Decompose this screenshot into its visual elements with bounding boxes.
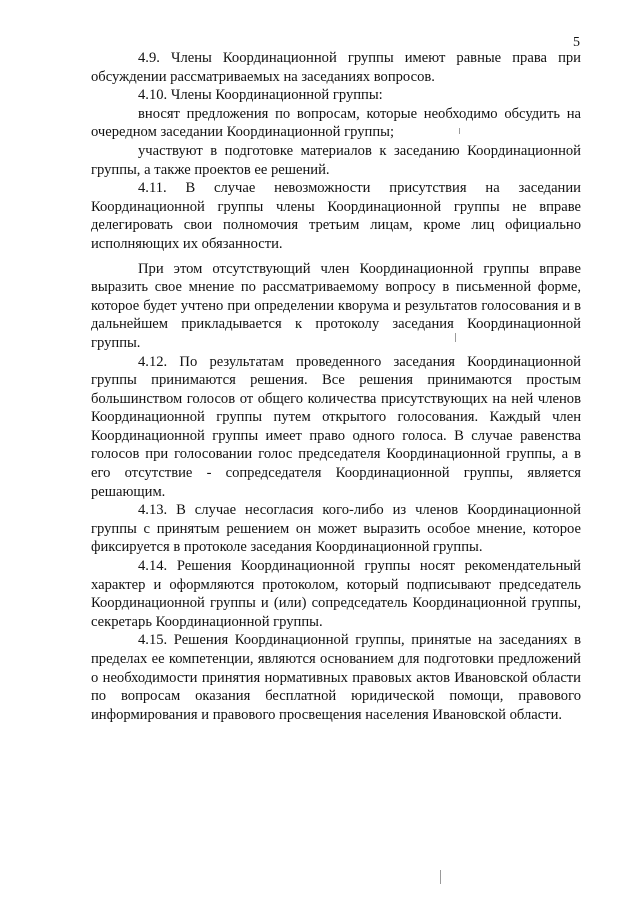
scan-speck	[455, 333, 456, 342]
document-body	[91, 49, 581, 724]
paragraph-4-10: 4.10. Члены Координационной группы:	[138, 87, 383, 104]
page-number: 5	[573, 35, 580, 50]
paragraph-4-12: 4.12. По результатам проведенного заседания Координационной группы принимаются решения. Все решения принимаются простым большинством голосов от общего количества присутствующих на ней членов Координационной группы путем открытого голосования. Каждый член Координационной группы имеет право одного голоса. В случае равенства голосов при голосовании голос председателя Координационной группы, а в его отсутствие - сопредседателя Координационной группы, является решающим.	[91, 353, 581, 500]
scan-speck	[440, 870, 441, 884]
paragraph-4-15: 4.15. Решения Координационной группы, принятые на заседаниях в пределах ее компетенции, являются основанием для подготовки предложений о необходимости принятия нормативных правовых актов Ивановской области по вопросам оказания бесплатной юридической помощи, правового информирования и правового просвещения населения Ивановской области.	[91, 632, 581, 723]
paragraph-4-11-continued: При этом отсутствующий член Координационной группы вправе выразить свое мнение по рассматриваемому вопросу в письменной форме, которое будет учтено при определении кворума и результатов голосования и в дальнейшем прикладывается к протоколу заседания Координационной группы.	[91, 260, 581, 351]
paragraph-4-10-item-1: вносят предложения по вопросам, которые необходимо обсудить на очередном заседании Координационной группы;	[91, 105, 581, 141]
paragraph-4-11: 4.11. В случае невозможности присутствия на заседании Координационной группы члены Координационной группы не вправе делегировать свои полномочия третьим лицам, кроме лиц официально исполняющих их обязанности.	[91, 180, 581, 252]
paragraph-4-13: 4.13. В случае несогласия кого-либо из членов Координационной группы с принятым решением он может выразить особое мнение, которое фиксируется в протоколе заседания Координационной группы.	[91, 502, 581, 556]
paragraph-4-9: 4.9. Члены Координационной группы имеют равные права при обсуждении рассматриваемых на заседаниях вопросов.	[91, 50, 581, 85]
scan-speck	[459, 128, 460, 134]
paragraph-4-10-item-2: участвуют в подготовке материалов к заседанию Координационной группы, а также проектов ее решений.	[91, 142, 581, 178]
paragraph-4-14: 4.14. Решения Координационной группы носят рекомендательный характер и оформляются протоколом, который подписывают председатель Координационной группы и (или) сопредседатель Координационной группы, секретарь Координационной группы.	[91, 558, 581, 630]
